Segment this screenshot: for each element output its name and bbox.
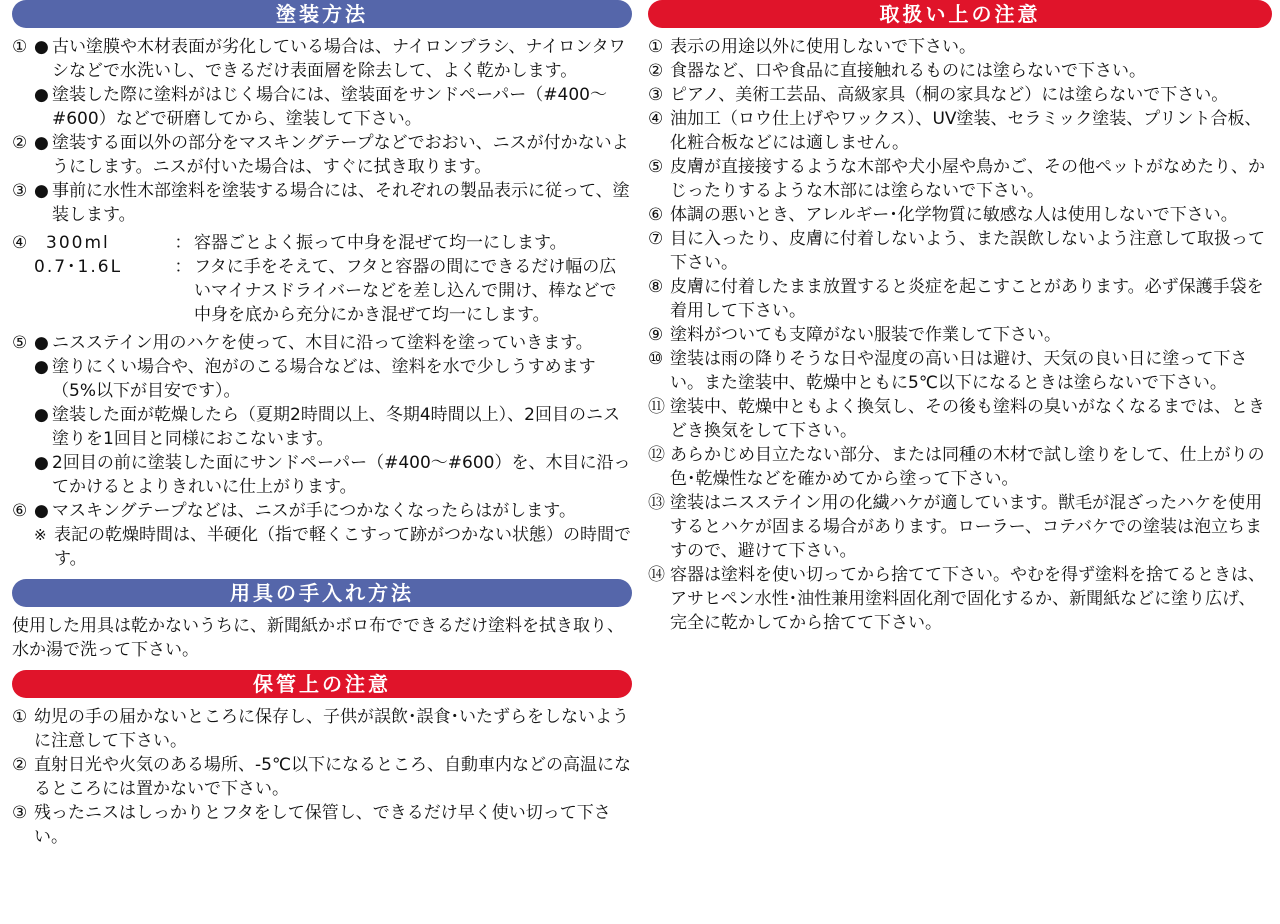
right-column — [648, 0, 1272, 635]
painting-step-4-large — [12, 255, 632, 327]
bullet: ● — [34, 333, 49, 353]
step-text: フタに手をそえて、フタと容器の間にできるだけ幅の広いマイナスドライバーなどを差し込んで開け、棒などで中身を底から充分にかき混ぜて均一にします。 — [194, 257, 617, 325]
bullet: ● — [34, 405, 49, 425]
step-number: ⑥ — [12, 501, 28, 521]
drying-time-note — [12, 523, 632, 571]
bullet: ● — [34, 37, 49, 57]
item-number: ⑭ — [648, 565, 665, 585]
handling-item-8 — [648, 275, 1272, 323]
tool-care-text: 使用した用具は乾かないうちに、新聞紙かボロ布でできるだけ塗料を拭き取り、水か湯で洗って下さい。 — [12, 616, 624, 660]
handling-item-9 — [648, 323, 1272, 347]
item-number: ⑤ — [648, 157, 664, 177]
item-text: 塗料がついても支障がない服装で作業して下さい。 — [670, 325, 1061, 345]
item-number: ⑧ — [648, 277, 664, 297]
step-text: 容器ごとよく振って中身を混ぜて均一にします。 — [194, 233, 567, 253]
handling-item-13 — [648, 491, 1272, 563]
handling-item-6 — [648, 203, 1272, 227]
painting-step-6 — [12, 499, 632, 523]
bullet: ● — [34, 501, 49, 521]
item-number: ② — [12, 755, 28, 775]
step-text: 塗装する面以外の部分をマスキングテープなどでおおい、ニスが付かないようにします。ニスが付いた場合は、すぐに拭き取ります。 — [52, 133, 629, 177]
storage-item-3 — [12, 801, 632, 849]
tool-care-banner: 用具の手入れ方法 — [12, 579, 632, 607]
item-text: 皮膚に付着したまま放置すると炎症を起こすことがあります。必ず保護手袋を着用して下さい。 — [670, 277, 1264, 321]
item-text: ピアノ、美術工芸品、高級家具（桐の家具など）には塗らないで下さい。 — [670, 85, 1229, 105]
handling-caution-banner: 取扱い上の注意 — [648, 0, 1272, 28]
painting-step-5 — [12, 331, 632, 355]
painting-step-5-sub-1 — [12, 355, 632, 403]
step-number: ② — [12, 133, 28, 153]
painting-step-1 — [12, 35, 632, 83]
handling-item-2 — [648, 59, 1272, 83]
step-text: マスキングテープなどは、ニスが手につかなくなったらはがします。 — [52, 501, 576, 521]
item-number: ⑥ — [648, 205, 664, 225]
painting-step-5-sub-3 — [12, 451, 632, 499]
painting-step-5-sub-2 — [12, 403, 632, 451]
step-text: 塗装した面が乾燥したら（夏期2時間以上、冬期4時間以上）、2回目のニス塗りを1回目と同様におこないます。 — [52, 405, 620, 449]
colon: ： — [174, 257, 192, 277]
painting-step-2 — [12, 131, 632, 179]
item-number: ① — [12, 707, 28, 727]
colon: ： — [174, 233, 192, 253]
note-text: 表記の乾燥時間は、半硬化（指で軽くこすって跡がつかない状態）の時間です。 — [54, 525, 631, 569]
step-number: ④ — [12, 233, 28, 253]
item-text: 容器は塗料を使い切ってから捨てて下さい。やむを得ず塗料を捨てるときは、アサヒペン水性･油性兼用塗料固化剤で固化するか、新聞紙などに塗り広げ、完全に乾かしてから捨てて下さい。 — [670, 565, 1265, 633]
item-number: ② — [648, 61, 664, 81]
item-text: 塗装は雨の降りそうな日や湿度の高い日は避け、天気の良い日に塗って下さい。また塗装中、乾燥中ともに5℃以下になるときは塗らないで下さい。 — [670, 349, 1248, 393]
size-label-300ml: 300ml — [46, 233, 110, 253]
handling-item-14 — [648, 563, 1272, 635]
bullet: ● — [34, 181, 49, 201]
item-number: ⑩ — [648, 349, 664, 369]
item-text: 油加工（ロウ仕上げやワックス）、UV塗装、セラミック塗装、プリント合板、化粧合板などには適しません。 — [670, 109, 1262, 153]
storage-caution-banner: 保管上の注意 — [12, 670, 632, 698]
note-mark: ※ — [34, 526, 47, 544]
item-number: ⑨ — [648, 325, 664, 345]
storage-item-2 — [12, 753, 632, 801]
step-text: 事前に水性木部塗料を塗装する場合には、それぞれの製品表示に従って、塗装します。 — [52, 181, 630, 225]
step-text: 塗装した際に塗料がはじく場合には、塗装面をサンドペーパー（#400～#600）などで研磨してから、塗装して下さい。 — [52, 85, 607, 129]
bullet: ● — [34, 133, 49, 153]
item-number: ⑬ — [648, 493, 665, 513]
handling-item-5 — [648, 155, 1272, 203]
item-number: ③ — [12, 803, 28, 823]
handling-item-7 — [648, 227, 1272, 275]
step-number: ① — [12, 37, 28, 57]
painting-step-1-sub — [12, 83, 632, 131]
storage-item-1 — [12, 705, 632, 753]
bullet: ● — [34, 85, 49, 105]
item-text: 皮膚が直接接するような木部や犬小屋や鳥かご、その他ペットがなめたり、かじったりするような木部には塗らないで下さい。 — [670, 157, 1265, 201]
painting-step-3 — [12, 179, 632, 227]
item-text: 目に入ったり、皮膚に付着しないよう、また誤飲しないよう注意して取扱って下さい。 — [670, 229, 1265, 273]
step-text: 2回目の前に塗装した面にサンドペーパー（#400～#600）を、木目に沿ってかけるとよりきれいに仕上がります。 — [52, 453, 631, 497]
item-number: ⑪ — [648, 397, 665, 417]
bullet: ● — [34, 357, 49, 377]
item-text: 塗装中、乾燥中ともよく換気し、その後も塗料の臭いがなくなるまでは、ときどき換気をして下さい。 — [670, 397, 1265, 441]
painting-step-4-300ml — [12, 231, 632, 255]
item-text: 表示の用途以外に使用しないで下さい。 — [670, 37, 976, 57]
item-text: 塗装はニスステイン用の化繊ハケが適しています。獣毛が混ざったハケを使用するとハケが固まる場合があります。ローラー、コテバケでの塗装は泡立ちますので、避けて下さい。 — [670, 493, 1263, 561]
item-text: 残ったニスはしっかりとフタをして保管し、できるだけ早く使い切って下さい。 — [34, 803, 611, 847]
step-text: 塗りにくい場合や、泡がのこる場合などは、塗料を水で少しうすめます（5%以下が目安です）。 — [52, 357, 596, 401]
size-label-large: 0.7･1.6L — [34, 257, 123, 277]
handling-item-10 — [648, 347, 1272, 395]
item-number: ③ — [648, 85, 664, 105]
item-text: 体調の悪いとき、アレルギー･化学物質に敏感な人は使用しないで下さい。 — [670, 205, 1238, 225]
handling-item-12 — [648, 443, 1272, 491]
handling-caution-list — [648, 35, 1272, 635]
step-text: 古い塗膜や木材表面が劣化している場合は、ナイロンブラシ、ナイロンタワシなどで水洗いし、できるだけ表面層を除去して、よく乾かします。 — [52, 37, 626, 81]
handling-item-1 — [648, 35, 1272, 59]
painting-method-banner: 塗装方法 — [12, 0, 632, 28]
item-text: 直射日光や火気のある場所、-5℃以下になるところ、自動車内などの高温になるところには置かないで下さい。 — [34, 755, 632, 799]
handling-item-3 — [648, 83, 1272, 107]
item-text: あらかじめ目立たない部分、または同種の木材で試し塗りをして、仕上がりの色･乾燥性などを確かめてから塗って下さい。 — [670, 445, 1265, 489]
handling-item-4 — [648, 107, 1272, 155]
item-text: 食器など、口や食品に直接触れるものには塗らないで下さい。 — [670, 61, 1146, 81]
handling-item-11 — [648, 395, 1272, 443]
item-text: 幼児の手の届かないところに保存し、子供が誤飲･誤食･いたずらをしないように注意して下さい。 — [34, 707, 629, 751]
left-column — [12, 0, 632, 849]
step-number: ⑤ — [12, 333, 28, 353]
step-number: ③ — [12, 181, 28, 201]
item-number: ④ — [648, 109, 664, 129]
item-number: ⑫ — [648, 445, 665, 465]
step-text: ニスステイン用のハケを使って、木目に沿って塗料を塗っていきます。 — [52, 333, 593, 353]
item-number: ① — [648, 37, 664, 57]
item-number: ⑦ — [648, 229, 664, 249]
bullet: ● — [34, 453, 49, 473]
